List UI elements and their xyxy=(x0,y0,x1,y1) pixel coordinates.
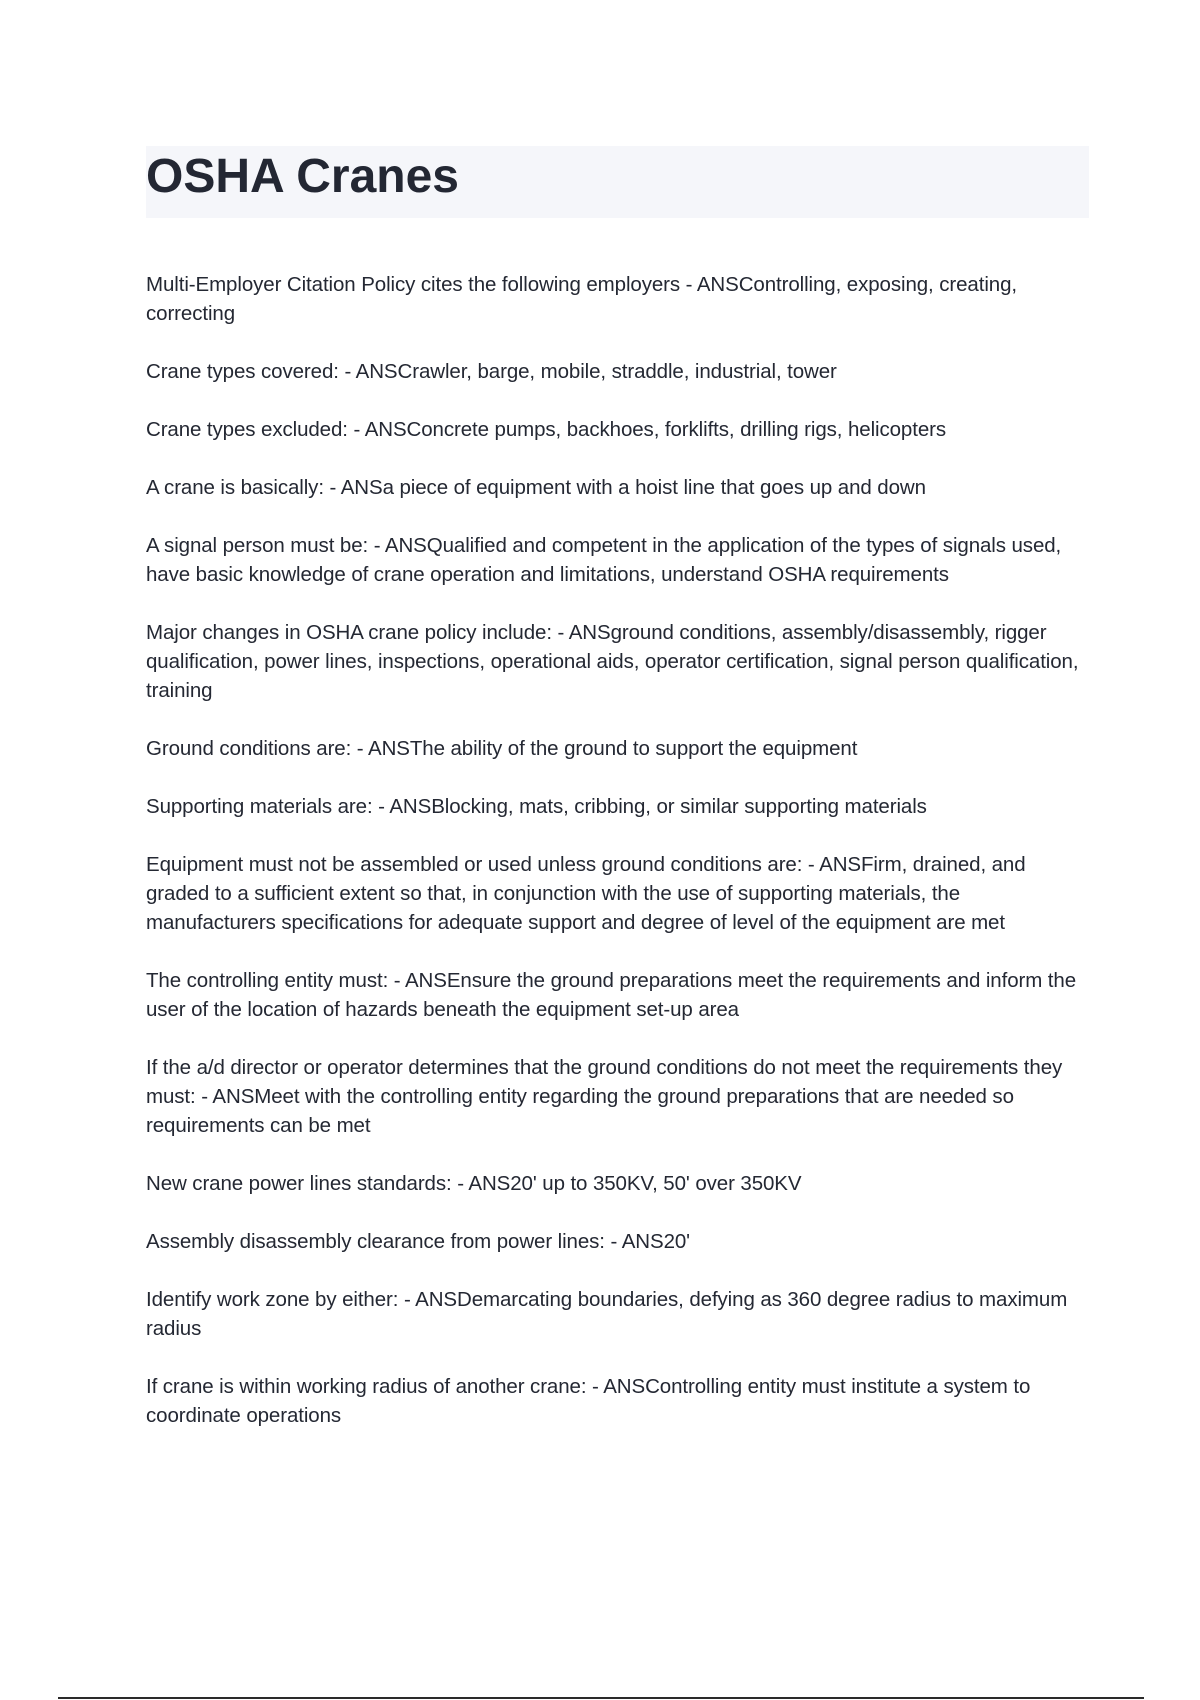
answer-text: Blocking, mats, cribbing, or similar supporting materials xyxy=(431,795,927,818)
separator: - xyxy=(195,1085,213,1108)
answer-text: a piece of equipment with a hoist line that goes up and down xyxy=(382,476,926,499)
qa-list xyxy=(146,270,1091,1459)
question-text: Supporting materials are: xyxy=(146,795,373,818)
question-text: Identify work zone by either: xyxy=(146,1288,399,1311)
footer-rule xyxy=(58,1697,1144,1699)
answer-text: Controlling entity must institute a system to coordinate operations xyxy=(146,1375,1031,1427)
answer-prefix: ANS xyxy=(384,534,427,557)
question-text: If crane is within working radius of another crane: xyxy=(146,1375,587,1398)
qa-item xyxy=(146,618,1091,705)
separator: - xyxy=(347,418,365,441)
answer-text: 20' up to 350KV, 50' over 350KV xyxy=(510,1172,802,1195)
question-text: The controlling entity must: xyxy=(146,969,389,992)
separator: - xyxy=(451,1172,469,1195)
separator: - xyxy=(351,737,368,760)
separator: - xyxy=(323,476,341,499)
separator: - xyxy=(551,621,569,644)
question-text: If the a/d director or operator determines that the ground conditions do not meet the requirements they must: xyxy=(146,1056,1063,1108)
separator: - xyxy=(368,534,385,557)
qa-item xyxy=(146,1372,1091,1430)
qa-item xyxy=(146,792,1091,821)
answer-prefix: ANS xyxy=(621,1230,664,1253)
answer-text: Firm, drained, and graded to a sufficient extent so that, in conjunction with the use of supporting materials, the manufacturers specifications for adequate support and degree of level of the equipment are met xyxy=(146,853,1026,934)
qa-item xyxy=(146,473,1091,502)
page-title: OSHA Cranes xyxy=(146,150,459,203)
answer-prefix: ANS xyxy=(355,360,398,383)
separator: - xyxy=(802,853,820,876)
separator: - xyxy=(604,1230,622,1253)
answer-prefix: ANS xyxy=(568,621,611,644)
question-text: A crane is basically: xyxy=(146,476,324,499)
answer-prefix: ANS xyxy=(389,795,432,818)
qa-item xyxy=(146,1053,1091,1140)
question-text: Crane types covered: xyxy=(146,360,339,383)
qa-item xyxy=(146,1285,1091,1343)
answer-prefix: ANS xyxy=(212,1085,255,1108)
question-text: Assembly disassembly clearance from power lines: xyxy=(146,1230,605,1253)
question-text: Major changes in OSHA crane policy include: xyxy=(146,621,552,644)
separator: - xyxy=(586,1375,604,1398)
separator: - xyxy=(388,969,405,992)
separator: - xyxy=(338,360,356,383)
answer-text: Qualified and competent in the application of the types of signals used, have basic knowledge of crane operation and limitations, understand OSHA requirements xyxy=(146,534,1062,586)
answer-prefix: ANS xyxy=(368,737,410,760)
answer-prefix: ANS xyxy=(819,853,861,876)
question-text: New crane power lines standards: xyxy=(146,1172,452,1195)
question-text: Ground conditions are: xyxy=(146,737,352,760)
qa-item xyxy=(146,531,1091,589)
answer-text: Meet with the controlling entity regarding the ground preparations that are needed so requirements can be met xyxy=(146,1085,1014,1137)
answer-prefix: ANS xyxy=(696,273,739,296)
answer-text: The ability of the ground to support the equipment xyxy=(409,737,858,760)
qa-item xyxy=(146,734,1091,763)
qa-item xyxy=(146,270,1091,328)
answer-text: Demarcating boundaries, defying as 360 degree radius to maximum radius xyxy=(146,1288,1068,1340)
question-text: Equipment must not be assembled or used unless ground conditions are: xyxy=(146,853,803,876)
answer-text: ground conditions, assembly/disassembly, rigger qualification, power lines, inspections, operational aids, operator certification, signal person qualification, training xyxy=(146,621,1079,702)
question-text: Multi-Employer Citation Policy cites the following employers xyxy=(146,273,681,296)
qa-item xyxy=(146,1169,1091,1198)
answer-prefix: ANS xyxy=(468,1172,511,1195)
qa-item xyxy=(146,415,1091,444)
answer-prefix: ANS xyxy=(415,1288,457,1311)
separator: - xyxy=(680,273,697,296)
qa-item xyxy=(146,850,1091,937)
answer-text: Concrete pumps, backhoes, forklifts, drilling rigs, helicopters xyxy=(406,418,947,441)
answer-prefix: ANS xyxy=(603,1375,646,1398)
qa-item xyxy=(146,1227,1091,1256)
question-text: A signal person must be: xyxy=(146,534,369,557)
answer-text: Crawler, barge, mobile, straddle, industrial, tower xyxy=(397,360,837,383)
answer-text: Controlling, exposing, creating, correcting xyxy=(146,273,1017,325)
separator: - xyxy=(398,1288,416,1311)
qa-item xyxy=(146,966,1091,1024)
answer-prefix: ANS xyxy=(404,969,447,992)
question-text: Crane types excluded: xyxy=(146,418,348,441)
answer-text: Ensure the ground preparations meet the requirements and inform the user of the location of hazards beneath the equipment set-up area xyxy=(146,969,1076,1021)
separator: - xyxy=(372,795,390,818)
answer-prefix: ANS xyxy=(364,418,407,441)
answer-prefix: ANS xyxy=(340,476,383,499)
answer-text: 20' xyxy=(663,1230,690,1253)
qa-item xyxy=(146,357,1091,386)
